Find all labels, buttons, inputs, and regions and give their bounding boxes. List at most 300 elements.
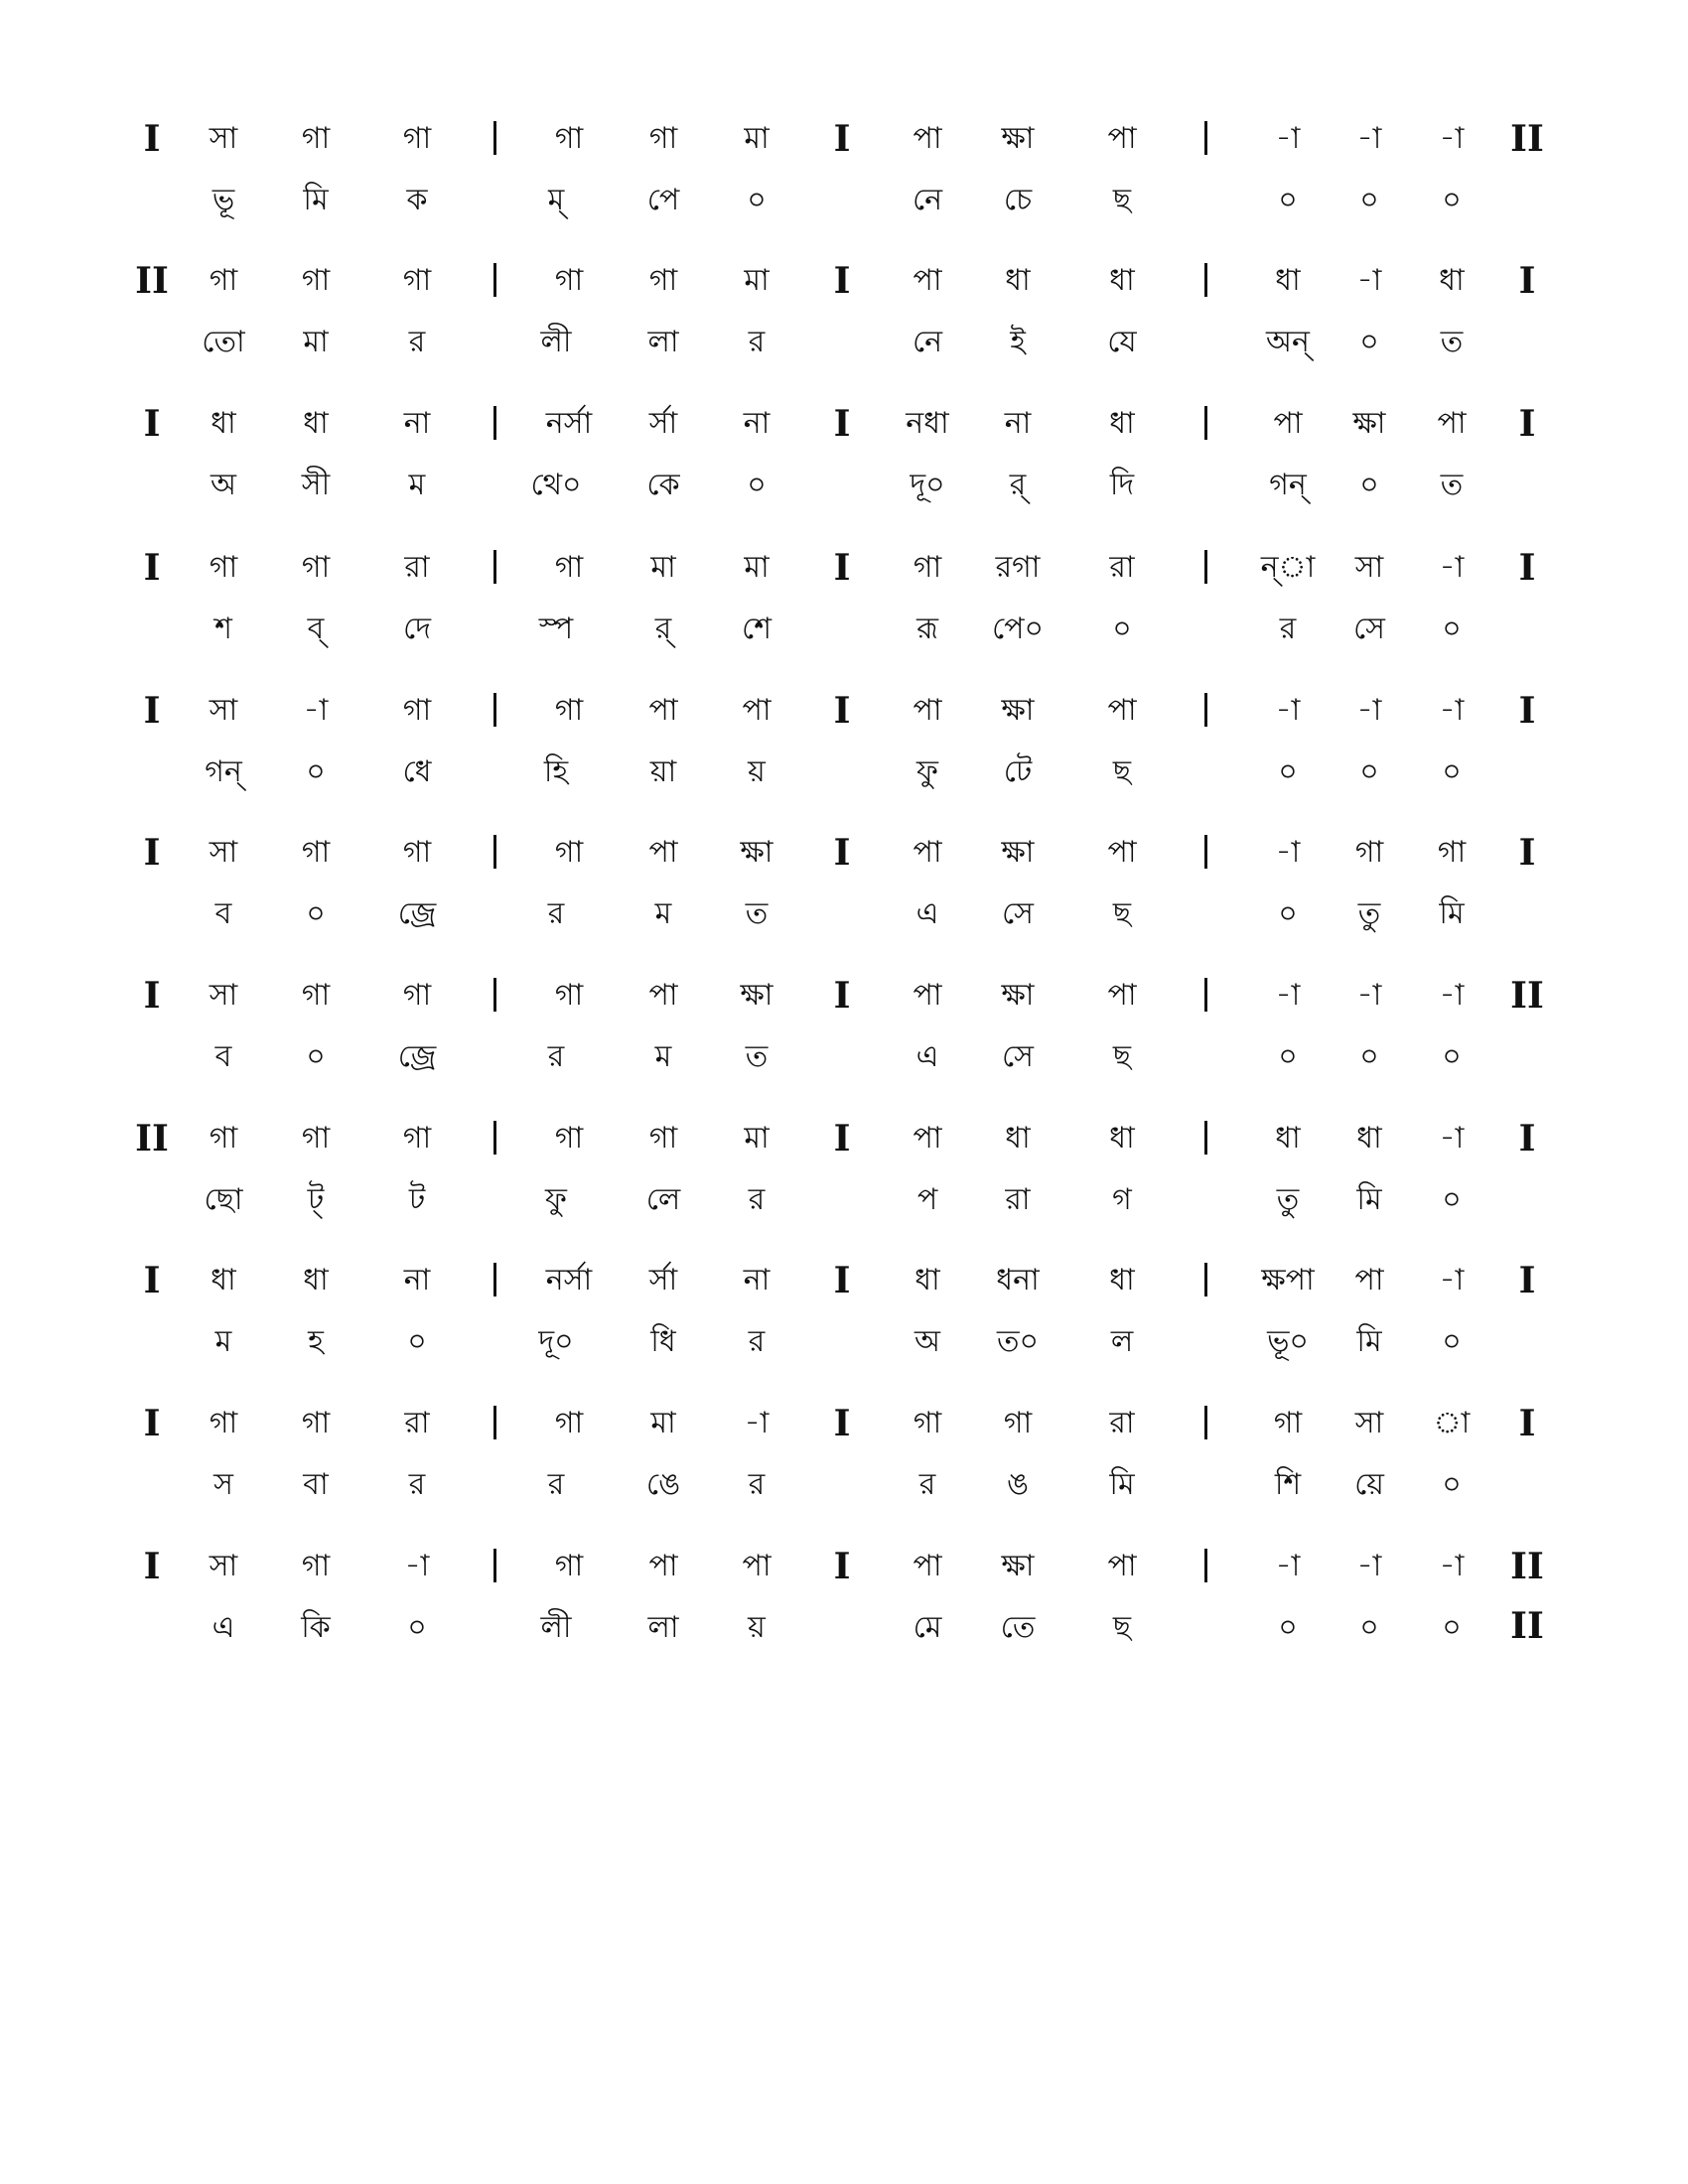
lyric-row <box>0 600 1688 659</box>
swara-note: গা <box>554 121 584 156</box>
swara-note: গা <box>301 1406 331 1440</box>
start-mark: I <box>143 1403 161 1444</box>
swara-note: পা <box>913 263 942 298</box>
lyric-syllable: ত <box>1440 325 1464 359</box>
notation-line <box>0 538 1688 677</box>
lyric-syllable: ত <box>1440 468 1464 502</box>
start-mark: I <box>143 118 161 160</box>
lyric-syllable: ০ <box>747 468 767 502</box>
notation-line <box>0 251 1688 390</box>
swara-note: সা <box>209 978 238 1013</box>
swara-note: রা <box>404 550 430 585</box>
lyric-syllable: ব <box>214 896 232 931</box>
bar-line <box>493 550 496 584</box>
lyric-syllable: লা <box>647 1610 679 1645</box>
lyric-syllable: মি <box>1109 1467 1135 1502</box>
swara-row <box>0 823 1688 883</box>
swara-note: গা <box>913 550 942 585</box>
lyric-syllable: র <box>918 1467 936 1502</box>
lyric-syllable: যে <box>1107 325 1137 359</box>
swara-row <box>0 681 1688 741</box>
lyric-row <box>0 1027 1688 1087</box>
lyric-syllable: ভূ <box>211 183 235 217</box>
lyric-syllable: মি <box>1356 1324 1382 1359</box>
swara-note: সা <box>1354 550 1384 585</box>
separator-mark: I <box>833 1118 851 1160</box>
swara-note: -া <box>1275 835 1301 870</box>
lyric-syllable: ত০ <box>996 1324 1039 1359</box>
lyric-syllable: ত <box>745 1039 769 1074</box>
bar-line <box>493 1406 496 1439</box>
swara-note: গা <box>402 693 432 728</box>
lyric-syllable: র <box>748 1182 766 1217</box>
swara-note: গা <box>1003 1406 1033 1440</box>
swara-note: ধা <box>1275 263 1301 298</box>
lyric-syllable: তু <box>1357 896 1381 931</box>
swara-note: গা <box>1354 835 1384 870</box>
lyric-syllable: ছ <box>1112 1610 1132 1645</box>
start-mark: II <box>135 1118 169 1160</box>
notation-line <box>0 823 1688 962</box>
separator-mark: I <box>833 260 851 302</box>
swara-note: পা <box>1354 1263 1384 1297</box>
lyric-syllable: ফু <box>916 754 938 789</box>
lyric-syllable: য়া <box>649 754 677 789</box>
lyric-syllable: ল <box>1110 1324 1134 1359</box>
swara-note: রা <box>1109 550 1135 585</box>
swara-row <box>0 538 1688 598</box>
swara-note: গা <box>402 121 432 156</box>
lyric-syllable: মি <box>303 183 329 217</box>
swara-note: ক্ষা <box>1001 121 1035 156</box>
swara-note: -া <box>1275 1549 1301 1583</box>
swara-note: না <box>403 1263 431 1297</box>
lyric-row <box>0 171 1688 230</box>
swara-note: ক্ষা <box>1001 978 1035 1013</box>
lyric-syllable: গ <box>1112 1182 1132 1217</box>
notation-line <box>0 681 1688 820</box>
notation-line <box>0 966 1688 1105</box>
swara-row <box>0 251 1688 311</box>
lyric-syllable: লা <box>647 325 679 359</box>
swara-note: গা <box>648 263 678 298</box>
swara-note: পা <box>742 1549 772 1583</box>
swara-note: পা <box>913 1121 942 1156</box>
lyric-syllable: ০ <box>1359 183 1379 217</box>
lyric-syllable: ছ <box>1112 754 1132 789</box>
swara-row <box>0 1394 1688 1453</box>
swara-note: গা <box>554 1121 584 1156</box>
lyric-syllable: ট <box>408 1182 426 1217</box>
swara-note: া <box>1433 1406 1471 1440</box>
lyric-row <box>0 313 1688 372</box>
end-mark: I <box>1518 260 1536 302</box>
swara-note: গা <box>554 835 584 870</box>
lyric-syllable: কে <box>646 468 680 502</box>
lyric-syllable: র <box>408 1467 426 1502</box>
swara-note: গা <box>913 1406 942 1440</box>
swara-note: পা <box>742 693 772 728</box>
lyric-syllable: লী <box>540 1610 572 1645</box>
swara-note: সা <box>209 1549 238 1583</box>
bar-line <box>493 978 496 1012</box>
swara-note: -া <box>1439 550 1465 585</box>
lyric-row <box>0 743 1688 802</box>
swara-note: পা <box>913 693 942 728</box>
swara-note: পা <box>648 835 678 870</box>
lyric-syllable: ঙ <box>1006 1467 1029 1502</box>
lyric-syllable: ফু <box>545 1182 567 1217</box>
separator-mark: I <box>833 118 851 160</box>
lyric-syllable: র <box>547 1039 565 1074</box>
lyric-syllable: র <box>748 1324 766 1359</box>
swara-note: ধা <box>303 1263 329 1297</box>
lyric-syllable: অ <box>914 1324 940 1359</box>
bar-line <box>1204 978 1207 1012</box>
lyric-syllable: ০ <box>407 1324 427 1359</box>
lyric-syllable: ০ <box>1359 468 1379 502</box>
lyric-syllable: অ <box>211 468 236 502</box>
lyric-syllable: স্প <box>538 612 574 646</box>
separator-mark: I <box>833 547 851 589</box>
swara-note: না <box>743 406 771 441</box>
bar-line <box>1204 1406 1207 1439</box>
lyric-syllable: ০ <box>306 754 326 789</box>
end-mark: I <box>1518 690 1536 732</box>
lyric-syllable: পে০ <box>991 612 1045 646</box>
lyric-syllable: রা <box>1005 1182 1031 1217</box>
lyric-syllable: ০ <box>1442 1039 1462 1074</box>
swara-note: রা <box>1109 1406 1135 1440</box>
swara-note: ধা <box>914 1263 940 1297</box>
lyric-syllable: ছ <box>1112 896 1132 931</box>
swara-note: গা <box>648 1121 678 1156</box>
lyric-syllable: জ্রে <box>397 1039 437 1074</box>
lyric-row <box>0 1455 1688 1515</box>
swara-note: -া <box>1356 121 1382 156</box>
lyric-syllable: নে <box>912 325 943 359</box>
bar-line <box>1204 263 1207 297</box>
swara-note: পা <box>1107 835 1137 870</box>
swara-note: ন্া <box>1260 550 1316 585</box>
lyric-syllable: হি <box>543 754 569 789</box>
swara-note: রগা <box>995 550 1041 585</box>
swara-note: গা <box>301 835 331 870</box>
lyric-syllable: শি <box>1274 1467 1302 1502</box>
swara-row <box>0 966 1688 1025</box>
lyric-syllable: ০ <box>407 1610 427 1645</box>
lyric-syllable: ০ <box>1442 1610 1462 1645</box>
bar-line <box>493 835 496 869</box>
bar-line <box>1204 121 1207 155</box>
lyric-syllable: ঙে <box>645 1467 681 1502</box>
swara-note: -া <box>1275 121 1301 156</box>
swara-note: পা <box>1107 693 1137 728</box>
lyric-syllable: ০ <box>1278 1039 1298 1074</box>
swara-note: ধনা <box>996 1263 1040 1297</box>
swara-note: গা <box>554 693 584 728</box>
separator-mark: I <box>833 1546 851 1587</box>
lyric-syllable: দে <box>403 612 431 646</box>
lyric-syllable: ম <box>214 1324 232 1359</box>
separator-mark: I <box>833 832 851 874</box>
bar-line <box>1204 835 1207 869</box>
lyric-syllable: সে <box>1002 896 1034 931</box>
swara-note: পা <box>1273 406 1303 441</box>
swara-note: র্সা <box>648 406 678 441</box>
swara-note: পা <box>1107 978 1137 1013</box>
swara-note: পা <box>913 978 942 1013</box>
swara-note: পা <box>1107 1549 1137 1583</box>
swara-note: মা <box>744 121 770 156</box>
swara-row <box>0 394 1688 454</box>
end-mark: II II <box>1510 1546 1544 1647</box>
lyric-syllable: ০ <box>1359 1610 1379 1645</box>
lyric-syllable: স <box>213 1467 233 1502</box>
swara-note: ধা <box>1005 1121 1031 1156</box>
lyric-syllable: ০ <box>1442 1467 1462 1502</box>
swara-note: না <box>1004 406 1032 441</box>
lyric-syllable: তে <box>1000 1610 1036 1645</box>
swara-note: গা <box>1437 835 1467 870</box>
bar-line <box>493 121 496 155</box>
swara-note: ক্ষা <box>1352 406 1386 441</box>
swara-note: ধা <box>1109 406 1135 441</box>
lyric-syllable: ধে <box>402 754 432 789</box>
lyric-syllable: প <box>916 1182 938 1217</box>
lyric-syllable: গন্ <box>205 754 242 789</box>
lyric-syllable: পে <box>646 183 680 217</box>
lyric-syllable: গন্ <box>1269 468 1307 502</box>
start-mark: I <box>143 1546 161 1587</box>
swara-row <box>0 1251 1688 1310</box>
bar-line <box>1204 1121 1207 1155</box>
swara-note: না <box>743 1263 771 1297</box>
end-mark: II <box>1510 118 1544 160</box>
lyric-row <box>0 456 1688 515</box>
lyric-syllable: য় <box>748 1610 766 1645</box>
bar-line <box>1204 1549 1207 1582</box>
lyric-syllable: এ <box>211 1610 235 1645</box>
lyric-syllable: ধি <box>650 1324 676 1359</box>
lyric-syllable: এ <box>915 1039 939 1074</box>
lyric-syllable: ০ <box>1359 1039 1379 1074</box>
end-mark: I <box>1518 403 1536 445</box>
swara-note: পা <box>1107 121 1137 156</box>
swara-note: -া <box>1356 693 1382 728</box>
swara-note: গা <box>554 1406 584 1440</box>
notation-line <box>0 1537 1688 1676</box>
lyric-syllable: ০ <box>1442 754 1462 789</box>
swara-note: -া <box>1439 978 1465 1013</box>
lyric-syllable: হ <box>308 1324 324 1359</box>
swara-note: গা <box>209 263 238 298</box>
lyric-syllable: ০ <box>1278 183 1298 217</box>
swara-note: ধা <box>303 406 329 441</box>
lyric-syllable: ম্ <box>547 183 565 217</box>
swara-note: -া <box>744 1406 770 1440</box>
swara-row <box>0 1537 1688 1647</box>
swara-note: -া <box>1439 1263 1465 1297</box>
swara-note: পা <box>648 693 678 728</box>
lyric-syllable: ভূ০ <box>1267 1324 1309 1359</box>
lyric-syllable: মি <box>1356 1182 1382 1217</box>
swara-note: -া <box>1439 121 1465 156</box>
swara-note: ধা <box>211 406 236 441</box>
swara-note: ধা <box>1005 263 1031 298</box>
swara-note: পা <box>1437 406 1467 441</box>
lyric-syllable: ০ <box>1442 183 1462 217</box>
lyric-syllable: লী <box>540 325 572 359</box>
bar-line <box>493 693 496 727</box>
lyric-syllable: য় <box>748 754 766 789</box>
lyric-syllable: কি <box>301 1610 331 1645</box>
end-mark: I <box>1518 1403 1536 1444</box>
notation-line <box>0 394 1688 533</box>
swara-note: গা <box>554 1549 584 1583</box>
swara-note: ক্ষপা <box>1261 1263 1315 1297</box>
swara-note: মা <box>744 263 770 298</box>
swara-note: -া <box>1275 693 1301 728</box>
notation-line <box>0 109 1688 248</box>
lyric-row <box>0 1598 1688 1658</box>
swara-note: -া <box>1439 1549 1465 1583</box>
notation-line <box>0 1251 1688 1390</box>
bar-line <box>1204 550 1207 584</box>
lyric-syllable: ০ <box>1112 612 1132 646</box>
swara-note: -া <box>1356 978 1382 1013</box>
lyric-syllable: টে <box>1003 754 1033 789</box>
start-mark: II <box>135 260 169 302</box>
start-mark: I <box>143 975 161 1017</box>
lyric-syllable: ০ <box>747 183 767 217</box>
lyric-syllable: ছ <box>1112 1039 1132 1074</box>
lyric-syllable: অন্ <box>1266 325 1310 359</box>
swara-note: ক্ষা <box>740 835 774 870</box>
end-mark: I <box>1518 1260 1536 1301</box>
swara-note: -া <box>1439 1121 1465 1156</box>
lyric-syllable: মা <box>303 325 329 359</box>
lyric-syllable: র <box>748 325 766 359</box>
swara-note: সা <box>209 693 238 728</box>
start-mark: I <box>143 1260 161 1301</box>
lyric-syllable: ব <box>214 1039 232 1074</box>
lyric-syllable: র্ <box>1009 468 1027 502</box>
swara-note: গা <box>648 121 678 156</box>
swara-note: পা <box>648 978 678 1013</box>
swara-note: -া <box>1275 978 1301 1013</box>
swara-note: গা <box>402 1121 432 1156</box>
lyric-syllable: ছ <box>1112 183 1132 217</box>
swara-note: -া <box>404 1549 430 1583</box>
swara-note: নধা <box>906 406 949 441</box>
swara-note: গা <box>402 835 432 870</box>
lyric-syllable: শ <box>214 612 232 646</box>
lyric-syllable: র <box>547 896 565 931</box>
lyric-row <box>0 1170 1688 1230</box>
lyric-syllable: র <box>408 325 426 359</box>
lyric-syllable: দূ০ <box>910 468 945 502</box>
bar-line <box>493 1121 496 1155</box>
swara-note: -া <box>1356 1549 1382 1583</box>
swara-row <box>0 1109 1688 1168</box>
lyric-syllable: ট্ <box>307 1182 325 1217</box>
lyric-syllable: ব্ <box>307 612 325 646</box>
swara-note: র্সা <box>648 1263 678 1297</box>
lyric-syllable: ছো <box>204 1182 243 1217</box>
swara-note: রা <box>404 1406 430 1440</box>
end-mark: II <box>1510 975 1544 1017</box>
lyric-syllable: ই <box>1010 325 1026 359</box>
swara-note: গা <box>301 1549 331 1583</box>
start-mark: I <box>143 547 161 589</box>
swara-note: সা <box>209 121 238 156</box>
swara-note: পা <box>913 835 942 870</box>
lyric-syllable: ০ <box>1442 1324 1462 1359</box>
separator-mark: I <box>833 1260 851 1301</box>
lyric-syllable: তু <box>1276 1182 1300 1217</box>
separator-mark: I <box>833 690 851 732</box>
lyric-syllable: ০ <box>1359 325 1379 359</box>
lyric-syllable: র <box>1279 612 1297 646</box>
swara-note: গা <box>301 121 331 156</box>
lyric-syllable: ০ <box>1278 754 1298 789</box>
lyric-syllable: জ্রে <box>397 896 437 931</box>
start-mark: I <box>143 690 161 732</box>
separator-mark: I <box>833 403 851 445</box>
swara-row <box>0 109 1688 169</box>
lyric-syllable: ম <box>654 896 672 931</box>
lyric-syllable: ০ <box>1278 1610 1298 1645</box>
lyric-syllable: য়ে <box>1354 1467 1384 1502</box>
notation-line <box>0 1109 1688 1248</box>
swara-note: পা <box>913 1549 942 1583</box>
swara-note: নর্সা <box>545 406 593 441</box>
lyric-syllable: ত <box>745 896 769 931</box>
bar-line <box>1204 406 1207 440</box>
lyric-syllable: তো <box>202 325 245 359</box>
lyric-syllable: র্ <box>654 612 672 646</box>
swara-note: মা <box>650 550 676 585</box>
swara-note: গা <box>554 263 584 298</box>
bar-line <box>1204 1263 1207 1297</box>
bar-line <box>493 263 496 297</box>
lyric-syllable: লে <box>645 1182 681 1217</box>
lyric-syllable: বা <box>303 1467 329 1502</box>
lyric-syllable: নে <box>912 183 943 217</box>
swara-note: গা <box>301 263 331 298</box>
swara-note: মা <box>744 550 770 585</box>
swara-note: ধা <box>1275 1121 1301 1156</box>
swara-note: গা <box>1273 1406 1303 1440</box>
swara-note: -া <box>1356 263 1382 298</box>
swara-note: গা <box>402 263 432 298</box>
swara-note: ক্ষা <box>1001 1549 1035 1583</box>
swara-note: ক্ষা <box>1001 693 1035 728</box>
end-mark: I <box>1518 547 1536 589</box>
lyric-syllable: মে <box>913 1610 942 1645</box>
lyric-row <box>0 1312 1688 1372</box>
swara-note: পা <box>913 121 942 156</box>
swara-note: গা <box>554 550 584 585</box>
swara-note: -া <box>1439 693 1465 728</box>
swara-note: গা <box>209 1121 238 1156</box>
bar-line <box>1204 693 1207 727</box>
swara-note: নর্সা <box>545 1263 593 1297</box>
lyric-syllable: রূ <box>916 612 938 646</box>
swara-note: সা <box>209 835 238 870</box>
swara-note: গা <box>301 978 331 1013</box>
